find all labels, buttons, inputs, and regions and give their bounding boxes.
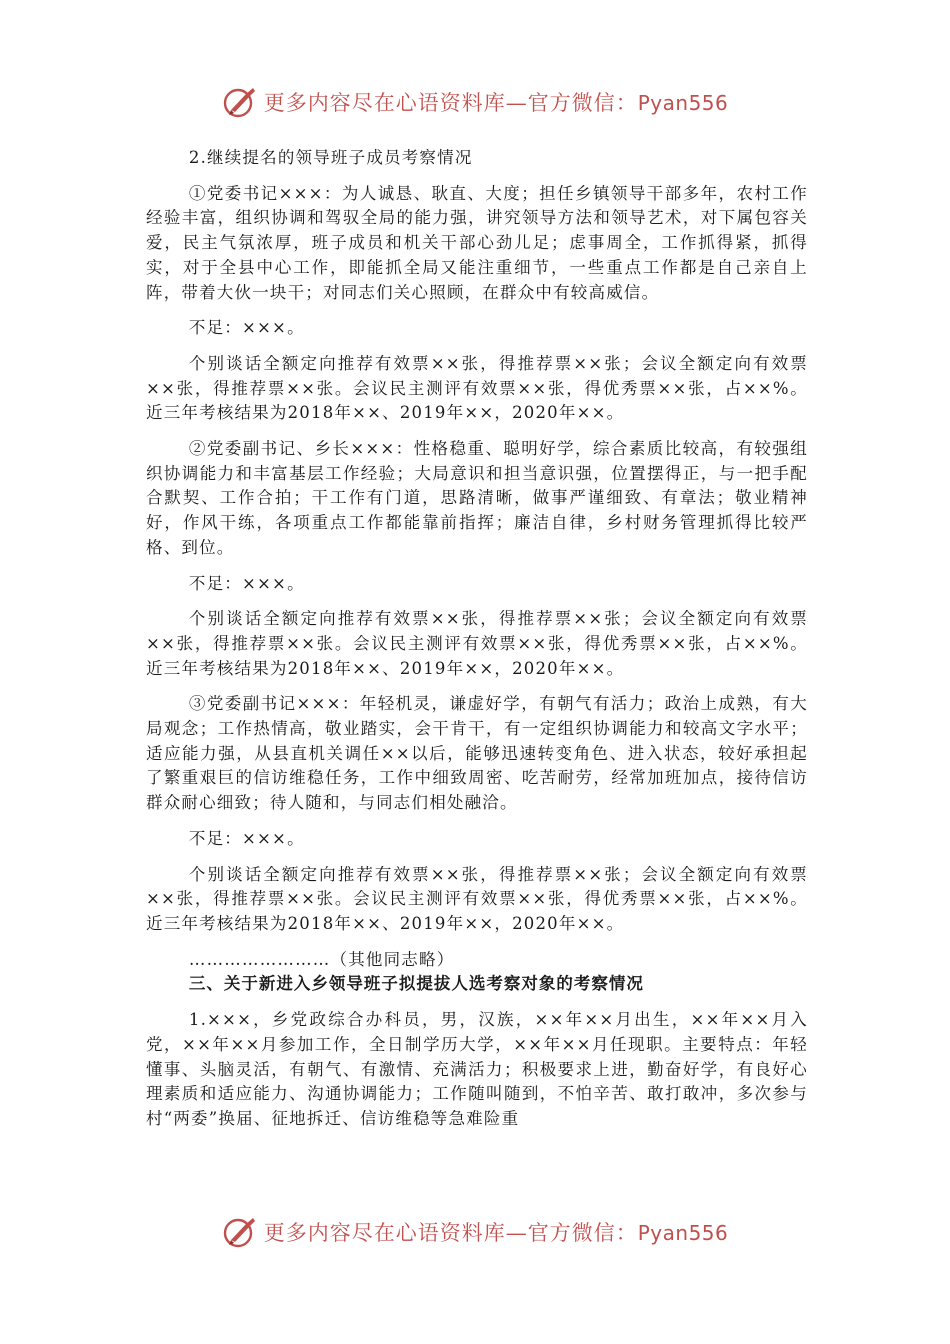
member2-profile: ②党委副书记、乡长×××：性格稳重、聪明好学，综合素质比较高，有较强组织协调能力和丰富基层工作经验；大局意识和担当意识强，位置摆得正，与一把手配合默契、工作合拍；干工作有门道，思路清晰，做事严谨细致、有章法；敬业精神好，作风干练，各项重点工作都能靠前指挥；廉洁自律，乡村财务管理抓得比较严格、到位。 — [146, 439, 808, 557]
pen-logo-icon — [222, 84, 258, 120]
member3-shortcoming: 不足：×××。 — [188, 828, 305, 848]
candidate1-profile: 1.×××，乡党政综合办科员，男，汉族，××年××月出生，××年××月入党，××年××月参加工作，全日制学历大学，××年××月任现职。主要特点：年轻懂事、头脑灵活，有朝气、有激情、充满活力；积极要求上进，勤奋好学，有良好心理素质和适应能力、沟通协调能力；工作随叫随到，不怕辛苦、敢打敢冲，多次参与村“两委”换届、征地拆迁、信访维稳等急难险重 — [146, 1010, 808, 1128]
member1-profile: ①党委书记×××：为人诚恳、耿直、大度；担任乡镇领导干部多年，农村工作经验丰富，组织协调和驾驭全局的能力强，讲究领导方法和领导艺术，对下属包容关爱，民主气氛浓厚，班子成员和机关干部心劲儿足；虑事周全，工作抓得紧，抓得实，对于全县中心工作，即能抓全局又能注重细节，一些重点工作都是自己亲自上阵，带着大伙一块干；对同志们关心照顾，在群众中有较高威信。 — [146, 183, 808, 302]
member3-votes: 个别谈话全额定向推荐有效票××张，得推荐票××张；会议全额定向有效票××张，得推荐票××张。会议民主测评有效票××张，得优秀票××张，占××%。近三年考核结果为2018年××、2019年××，2020年××。 — [146, 864, 808, 933]
banner-account: Pyan556 — [637, 1221, 729, 1245]
document-body — [146, 146, 808, 1132]
banner-text: 更多内容尽在心语资料库—官方微信：Pyan556 — [263, 1221, 729, 1245]
section3-heading: 三、关于新进入乡领导班子拟提拔人选考察对象的考察情况 — [188, 974, 644, 994]
member3-profile: ③党委副书记×××：年轻机灵，谦虚好学，有朝气有活力；政治上成熟，有大局观念；工作热情高，敬业踏实，会干肯干，有一定组织协调能力和较高文字水平；适应能力强，从县直机关调任××以后，能够迅速转变角色、进入状态，较好承担起了繁重艰巨的信访维稳任务，工作中细致周密、吃苦耐劳，经常加班加点，接待信访群众耐心细致；待人随和，与同志们相处融洽。 — [146, 694, 808, 813]
member1-votes: 个别谈话全额定向推荐有效票××张，得推荐票××张；会议全额定向有效票××张，得推荐票××张。会议民主测评有效票××张，得优秀票××张，占××%。近三年考核结果为2018年××、2019年××，2020年××。 — [146, 353, 808, 423]
member2-shortcoming: 不足：×××。 — [188, 573, 305, 593]
member2-votes: 个别谈话全额定向推荐有效票××张，得推荐票××张；会议全额定向有效票××张，得推荐票××张。会议民主测评有效票××张，得优秀票××张，占××%。近三年考核结果为2018年××、2019年××，2020年××。 — [146, 609, 808, 678]
member1-shortcoming: 不足：×××。 — [188, 318, 305, 338]
footer-banner — [0, 1210, 950, 1254]
banner-text: 更多内容尽在心语资料库—官方微信：Pyan556 — [263, 91, 729, 115]
others-omitted: ……………………（其他同志略） — [188, 949, 455, 969]
header-banner — [0, 80, 950, 124]
section2-heading: 2.继续提名的领导班子成员考察情况 — [188, 148, 473, 167]
pen-logo-icon — [222, 1214, 258, 1250]
banner-account: Pyan556 — [637, 91, 729, 115]
